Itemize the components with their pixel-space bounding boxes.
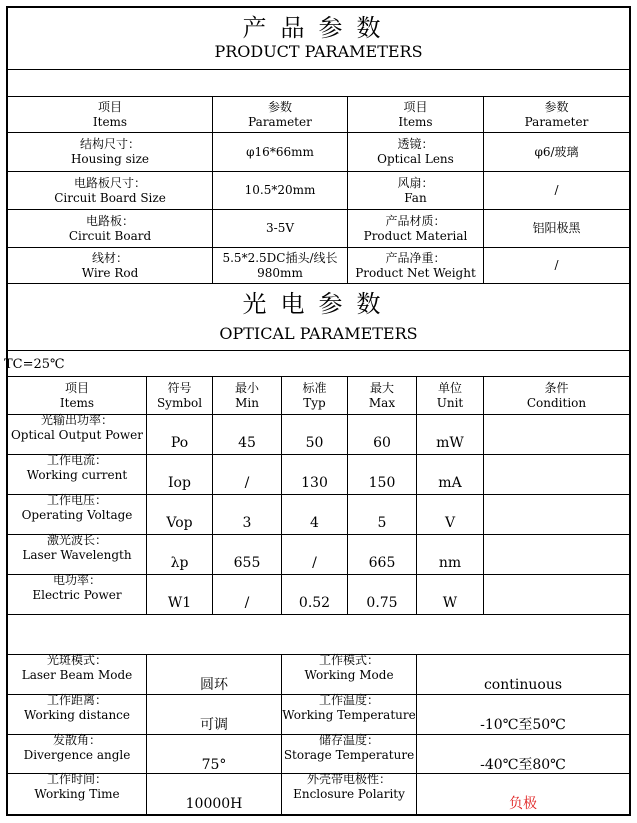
misc-label-left-cn: 光斑模式： xyxy=(46,653,107,667)
product-value-text: / xyxy=(554,183,559,197)
misc-label-right xyxy=(282,774,416,800)
product-value-text: φ6/玻璃 xyxy=(534,144,579,159)
product-title xyxy=(8,10,629,66)
optical-min: 655 xyxy=(233,554,261,571)
product-value-text: 10.5*20mm xyxy=(244,183,316,197)
optical-label-cn: 工作电流： xyxy=(46,453,107,467)
misc-label-right-en: Working Temperature xyxy=(282,708,416,722)
product-value-text-2: 980mm xyxy=(257,265,303,280)
misc-label-left-cn: 工作时间： xyxy=(46,772,107,786)
optical-label-cn: 激光波长： xyxy=(46,533,107,547)
optical-header-unit-en: Unit xyxy=(436,395,464,410)
rule xyxy=(6,69,631,70)
optical-title-en: OPTICAL PARAMETERS xyxy=(219,324,418,343)
optical-label xyxy=(8,575,146,601)
rule xyxy=(6,350,631,351)
misc-value-left: 10000H xyxy=(185,795,243,812)
optical-label xyxy=(8,455,146,481)
optical-header-items-cn: 项目 xyxy=(64,380,89,395)
product-header-param-left: 参数 Parameter xyxy=(248,99,312,129)
product-title-en: PRODUCT PARAMETERS xyxy=(214,42,423,61)
product-label-left xyxy=(8,133,212,171)
optical-sym: Vop xyxy=(166,514,193,531)
product-label-right-en: Product Material xyxy=(363,228,468,243)
optical-unit: W xyxy=(442,594,458,611)
product-title-cn: 产品参数 xyxy=(242,14,395,42)
product-label-right-cn: 产品净重： xyxy=(385,250,446,265)
optical-label-en: Laser Wavelength xyxy=(22,548,132,562)
misc-value-right: -40℃至80℃ xyxy=(480,756,566,773)
optical-header-max xyxy=(348,377,416,414)
optical-label-cn: 光输出功率： xyxy=(40,413,113,427)
product-header-param-right: 参数 Parameter xyxy=(524,99,589,129)
optical-header-min xyxy=(213,377,281,414)
misc-label-right-cn: 外壳带电极性： xyxy=(306,772,391,786)
optical-label-cn: 工作电压： xyxy=(46,493,107,507)
optical-title-cn: 光电参数 xyxy=(242,290,395,318)
optical-sym: λp xyxy=(170,554,189,571)
product-label-left-en: Wire Rod xyxy=(81,265,139,280)
product-header-item-right: 项目 Items xyxy=(398,99,433,129)
optical-unit: V xyxy=(444,514,456,531)
misc-label-right-cn: 工作模式： xyxy=(318,653,379,667)
misc-value-right: -10℃至50℃ xyxy=(480,716,566,733)
optical-label-en: Operating Voltage xyxy=(21,508,133,522)
optical-header-symbol-en: Symbol xyxy=(156,395,203,410)
optical-header-typ-cn: 标准 xyxy=(302,380,327,395)
product-label-right-cn: 产品材质： xyxy=(385,213,446,228)
misc-label-right-en: Storage Temperature xyxy=(283,748,415,762)
optical-sym: Iop xyxy=(168,474,191,491)
product-value-right xyxy=(484,210,629,247)
product-label-right-en: Fan xyxy=(404,190,427,205)
product-label-left-en: Circuit Board Size xyxy=(54,190,166,205)
optical-min: / xyxy=(244,594,250,611)
misc-label-right-cn: 工作温度： xyxy=(318,693,379,707)
product-label-right xyxy=(348,133,483,171)
optical-typ: 50 xyxy=(305,434,324,451)
product-value-text: φ16*66mm xyxy=(246,144,314,159)
misc-label-right-cn: 储存温度： xyxy=(318,733,379,747)
optical-typ: 130 xyxy=(301,474,328,491)
optical-sym: Po xyxy=(170,434,189,451)
optical-typ: / xyxy=(312,554,317,571)
optical-header-min-cn: 最小 xyxy=(234,380,259,395)
optical-unit: nm xyxy=(438,554,462,571)
optical-header-items-en: Items xyxy=(59,395,95,410)
optical-max: 0.75 xyxy=(366,594,398,611)
misc-label-left-en: Working Time xyxy=(34,787,120,801)
misc-label-left-en: Working distance xyxy=(23,708,131,722)
product-label-left-en: Circuit Board xyxy=(68,228,152,243)
optical-header-max-en: Max xyxy=(368,395,396,410)
optical-title xyxy=(8,284,629,350)
product-label-left xyxy=(8,248,212,283)
optical-max: 60 xyxy=(373,434,391,451)
misc-label-right xyxy=(282,695,416,721)
misc-label-left-en: Divergence angle xyxy=(23,748,131,762)
product-label-left-cn: 线材： xyxy=(91,250,128,265)
misc-label-left-en: Laser Beam Mode xyxy=(21,668,133,682)
optical-header-typ xyxy=(282,377,347,414)
product-label-right-en: Product Net Weight xyxy=(355,265,476,280)
product-label-right xyxy=(348,210,483,247)
product-value-left xyxy=(213,210,347,247)
product-value-left xyxy=(213,172,347,209)
product-label-left-cn: 电路板： xyxy=(85,213,134,228)
product-label-left-cn: 电路板尺寸： xyxy=(73,175,146,190)
product-value-right xyxy=(484,248,629,283)
optical-header-max-cn: 最大 xyxy=(369,380,394,395)
product-value-text: 铝阳极黑 xyxy=(532,221,581,235)
misc-label-right xyxy=(282,655,416,681)
product-value-left xyxy=(213,133,347,171)
product-value-right xyxy=(484,133,629,171)
misc-label-left-cn: 工作距离： xyxy=(46,693,107,707)
optical-max: 150 xyxy=(368,474,396,491)
test-condition: TC=25℃ xyxy=(4,357,65,372)
optical-header-unit xyxy=(417,377,483,414)
misc-label-left xyxy=(8,655,146,681)
product-value-text: 3-5V xyxy=(266,221,294,235)
misc-label-right-en: Working Mode xyxy=(304,668,394,682)
optical-header-symbol-cn: 符号 xyxy=(167,380,192,395)
rule xyxy=(6,614,631,615)
product-value-text: 5.5*2.5DC插头/线长 xyxy=(222,250,338,265)
optical-header-symbol xyxy=(147,377,212,414)
optical-header-typ-en: Typ xyxy=(303,395,326,410)
optical-label-en: Electric Power xyxy=(32,588,122,602)
optical-typ: 4 xyxy=(310,514,319,531)
optical-max: 665 xyxy=(368,554,396,571)
optical-max: 5 xyxy=(377,514,387,531)
optical-header-condition-cn: 条件 xyxy=(544,380,569,395)
product-label-right-cn: 风扇： xyxy=(397,175,434,190)
optical-min: / xyxy=(244,474,250,491)
optical-header-unit-cn: 单位 xyxy=(437,380,462,395)
misc-value-left: 圆环 xyxy=(200,676,228,693)
optical-label xyxy=(8,495,146,521)
optical-label-en: Working current xyxy=(26,468,128,482)
product-header-item-left: 项目 Items xyxy=(92,99,128,129)
product-label-left-cn: 结构尺寸： xyxy=(79,137,140,151)
optical-unit: mA xyxy=(438,474,462,491)
product-label-right-en: Optical Lens xyxy=(377,152,454,166)
misc-label-left xyxy=(8,735,146,761)
optical-label xyxy=(8,415,146,441)
optical-label-en: Optical Output Power xyxy=(10,428,144,442)
product-label-left-en: Housing size xyxy=(70,152,150,166)
optical-header-min-en: Min xyxy=(235,395,259,410)
misc-label-left xyxy=(8,695,146,721)
optical-unit: mW xyxy=(436,434,464,451)
misc-value-left: 75° xyxy=(201,756,227,773)
misc-value-left: 可调 xyxy=(200,716,228,733)
product-label-right xyxy=(348,172,483,209)
product-label-left xyxy=(8,210,212,247)
optical-header-condition xyxy=(484,377,629,414)
misc-label-left-cn: 发散角： xyxy=(52,733,101,747)
misc-label-right-en: Enclosure Polarity xyxy=(293,787,405,801)
product-label-left xyxy=(8,172,212,209)
product-value-right xyxy=(484,172,629,209)
misc-value-right: 负极 xyxy=(509,795,537,812)
optical-label xyxy=(8,535,146,561)
optical-min: 3 xyxy=(242,514,252,531)
product-value-left xyxy=(213,248,347,283)
optical-header-condition-en: Condition xyxy=(526,395,587,410)
optical-typ: 0.52 xyxy=(298,594,331,611)
misc-label-left xyxy=(8,774,146,800)
misc-value-right: continuous xyxy=(483,676,563,693)
product-value-text: / xyxy=(554,258,559,272)
product-label-right-cn: 透镜： xyxy=(397,137,434,151)
optical-min: 45 xyxy=(238,434,256,451)
optical-label-cn: 电功率： xyxy=(52,573,101,587)
optical-header-items xyxy=(8,377,146,414)
optical-sym: W1 xyxy=(167,594,192,611)
product-label-right xyxy=(348,248,483,283)
misc-label-right xyxy=(282,735,416,761)
